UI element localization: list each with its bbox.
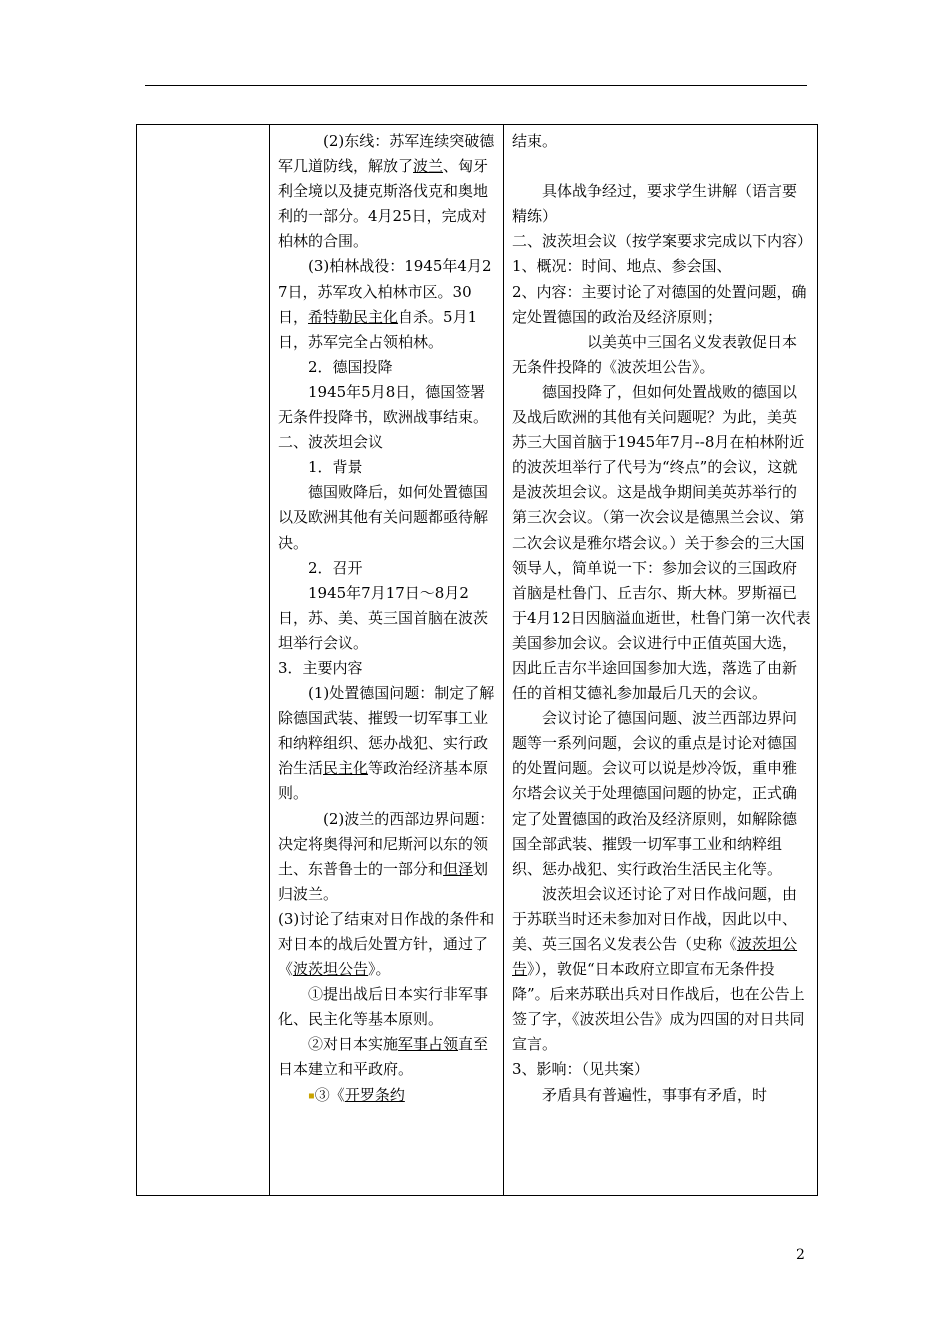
section-heading: 二、波茨坦会议	[278, 433, 384, 452]
paragraph: 2、内容：主要讨论了对德国的处置问题，确定处置德国的政治及经济原则；	[512, 282, 807, 326]
paragraph: 1、概况：时间、地点、参会国、	[512, 257, 732, 276]
paragraph: 以美英中三国名义发表敦促日本无条件投降的《波茨坦公告》。	[512, 332, 798, 376]
blank-answer: 希特勒民主化	[308, 307, 399, 326]
paragraph: 3、影响：（见共案）	[512, 1060, 650, 1079]
paragraph: (1)处置德国问题：制定了解除德国武装、摧毁一切军事工业和纳粹组织、惩办战犯、实行政治生活民主化等政治经济基本原则。	[278, 684, 495, 803]
paragraph: ▪③《开罗条约	[308, 1085, 405, 1104]
teaching-text	[504, 125, 817, 1108]
paragraph: 德国败降后，如何处置德国以及欧洲其他有关问题都亟待解决。	[278, 483, 489, 552]
table-row	[137, 125, 818, 1196]
paragraph: 矛盾具有普遍性，事事有矛盾，时	[512, 1085, 768, 1104]
header-rule	[145, 85, 807, 86]
teaching-process-cell	[504, 125, 818, 1196]
paragraph: 会议讨论了德国问题、波兰西部边界问题等一系列问题，会议的重点是讨论对德国的处置问题。会议可以说是炒冷饭，重申雅尔塔会议关于处理德国问题的协定，正式确定了处置德国的政治及经济原则，如解除德国全部武装、摧毁一切军事工业和纳粹组织、惩办战犯、实行政治生活民主化等。	[512, 709, 798, 878]
blank-answer: 开罗条约	[344, 1085, 405, 1104]
lesson-table	[136, 124, 818, 1196]
blank-answer: 军事占领	[398, 1035, 459, 1054]
knowledge-text	[270, 125, 503, 1108]
paragraph: 波茨坦会议还讨论了对日作战问题，由于苏联当时还未参加对日作战，因此以中、美、英三国名义发表公告（史称《波茨坦公告》），敦促“日本政府立即宣布无条件投降”。后来苏联出兵对日作战后，也在公告上签了字，《波茨坦公告》成为四国的对日共同宣言。	[512, 884, 805, 1054]
paragraph: 1945年5月8日，德国签署无条件投降书，欧洲战事结束。	[278, 382, 489, 427]
paragraph: (2)东线：苏军连续突破德军几道防线，解放了波兰、匈牙利全境以及捷克斯洛伐克和奥地利的一部分。4月25日，完成对柏林的合围。	[278, 132, 495, 251]
blank-answer: 民主化	[323, 759, 369, 778]
paragraph: (2)波兰的西部边界问题：决定将奥得河和尼斯河以东的领土、东普鲁士的一部分和但泽划归波兰。	[278, 809, 495, 903]
paragraph: 具体战争经过，要求学生讲解（语言要精练）	[512, 182, 798, 226]
empty-left-cell	[137, 125, 270, 1196]
paragraph: (3)讨论了结束对日作战的条件和对日本的战后处置方针，通过了《波茨坦公告》。	[278, 909, 495, 979]
section-subheading: 1．背景	[278, 458, 363, 477]
paragraph: (3)柏林战役：1945年4月27日，苏军攻入柏林市区。30日，希特勒民主化自杀。5月1日，苏军完全占领柏林。	[278, 257, 492, 351]
paragraph: ①提出战后日本实行非军事化、民主化等基本原则。	[278, 985, 489, 1029]
underlined-term: 波茨坦公告	[512, 935, 798, 979]
knowledge-cell	[270, 125, 504, 1196]
paragraph: ②对日本实施军事占领直至日本建立和平政府。	[278, 1035, 489, 1079]
section-subheading: 2．召开	[278, 558, 363, 577]
section-subheading: 3．主要内容	[278, 658, 363, 677]
paragraph: 结束。	[512, 132, 558, 150]
spacer	[512, 154, 811, 179]
blank-answer: 波茨坦公告	[293, 960, 369, 979]
blank-answer: 波兰	[413, 157, 444, 176]
section-subheading: 2．德国投降	[278, 357, 393, 376]
section-heading: 二、波茨坦会议（按学案要求完成以下内容）	[512, 232, 813, 251]
paragraph: 1945年7月17日～8月2日，苏、美、英三国首脑在波茨坦举行会议。	[278, 583, 489, 652]
page-number: 2	[796, 1247, 805, 1263]
paragraph: 德国投降了，但如何处置战败的德国以及战后欧洲的其他有关问题呢？为此，美英苏三大国首脑于1945年7月--8月在柏林附近的波茨坦举行了代号为“终点”的会议，这就是波茨坦会议。这是战争期间美英苏举行的第三次会议。（第一次会议是德黑兰会议、第二次会议是雅尔塔会议。）关于参会的三大国领导人，简单说一下：参加会议的三国政府首脑是杜鲁门、丘吉尔、斯大林。罗斯福已于4月12日因脑溢血逝世，杜鲁门第一次代表美国参加会议。会议进行中正值英国大选，因此丘吉尔半途回国参加大选，落选了由新任的首相艾德礼参加最后几天的会议。	[512, 382, 811, 703]
blank-answer: 但泽	[443, 859, 474, 878]
anchor-mark-icon: ▪	[308, 1090, 315, 1102]
